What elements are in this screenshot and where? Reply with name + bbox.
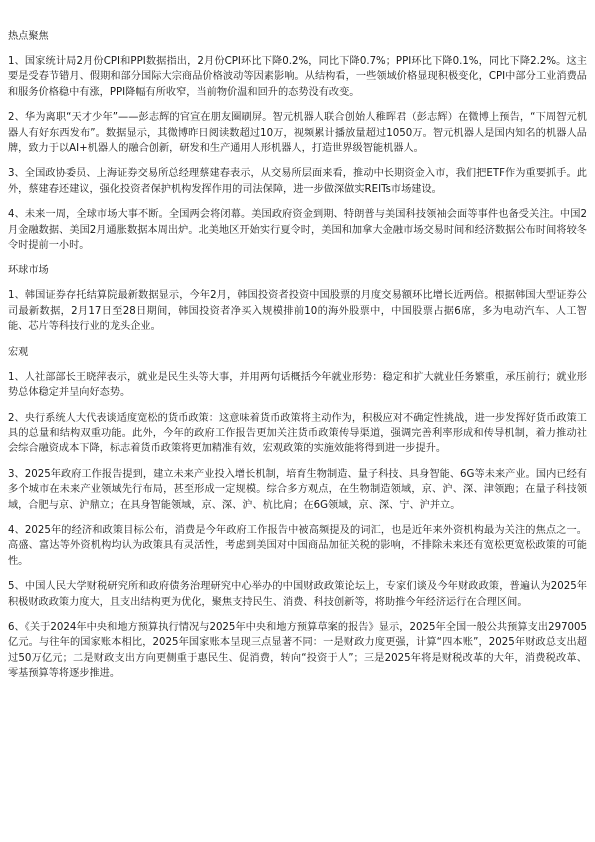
paragraph: 1、韩国证券存托结算院最新数据显示，今年2月，韩国投资者投资中国股票的月度交易额环比增长近两倍。根据韩国大型证券公司最新数据，2月17日至28日期间，韩国投资者净买入规模排前10的海外股票中，中国股票占据6席，多为电动汽车、人工智能、芯片等科技行业的龙头企业。: [8, 290, 587, 333]
paragraph: 6、《关于2024年中央和地方预算执行情况与2025年中央和地方预算草案的报告》显示，2025年全国一般公共预算支出297005亿元。与往年的国家账本相比，2025年国家账本呈现三点显著不同：一是财政力度更强，计算“四本账”，2025年财政总支出超过50万亿元；二是财政支出方向更侧重于惠民生、促消费，转向“投资于人”；三是2025年将是财税改革的大年，消费税改革、零基预算等将逐步推进。: [8, 621, 587, 680]
paragraph: 1、国家统计局2月份CPI和PPI数据指出，2月份CPI环比下降0.2%，同比下降0.7%；PPI环比下降0.1%，同比下降2.2%。这主要是受春节错月、假期和部分国际大宗商品价格波动等因素影响。从结构看，一些领域价格显现积极变化，CPI中部分工业消费品和服务价格稳中有涨，PPI降幅有所收窄，当前物价温和回升的态势没有改变。: [8, 56, 587, 98]
paragraph: 4、未来一周，全球市场大事不断。全国两会将闭幕。美国政府资金到期、特朗普与美国科技领袖会面等事件也备受关注。中国2月金融数据、美国2月通胀数据本周出炉。北美地区开始实行夏令时，美国和加拿大金融市场交易时间和经济数据公布时间将较冬令时提前一小时。: [8, 209, 587, 252]
paragraph: 2、华为离职“天才少年”——彭志辉的官宣在朋友圈刷屏。智元机器人联合创始人稚晖君（彭志辉）在微博上预告，“下周智元机器人有好东西发布”。数据显示，其微博昨日阅读数超过10万，视频累计播放量超过1050万。智元机器人是国内知名的机器人品牌，致力于以AI+机器人的融合创新，研发和生产通用人形机器人，打造世界级智能机器人。: [8, 112, 587, 155]
paragraph: 1、人社部部长王晓萍表示，就业是民生头等大事，并用两句话概括今年就业形势：稳定和扩大就业任务繁重，承压前行；就业形势总体稳定并呈向好态势。: [8, 371, 587, 399]
paragraph: 3、2025年政府工作报告提到，建立未来产业投入增长机制，培育生物制造、量子科技、具身智能、6G等未来产业。国内已经有多个城市在未来产业领域先行布局，甚至形成一定规模。综合多方观点，在生物制造领域，京、沪、深、津领跑；在量子科技领域，合肥与京、沪鼎立；在具身智能领域，京、深、沪、杭比肩；在6G领域，京、深、宁、沪并立。: [8, 468, 587, 511]
section-heading: 环球市场: [8, 265, 49, 277]
section-macro: [8, 345, 587, 682]
paragraph: 2、央行系统人大代表谈适度宽松的货币政策：这意味着货币政策将主动作为，积极应对不确定性挑战，进一步发挥好货币政策工具的总量和结构双重功能。此外，今年的政府工作报告更加关注货币政策传导渠道，强调完善利率形成和传导机制，着力推动社会综合融资成本下降，标志着货币政策将更加精准有效，宏观政策的实施效能将得到进一步提升。: [8, 412, 587, 455]
section-heading: 热点聚焦: [8, 31, 49, 42]
paragraph: 5、中国人民大学财税研究所和政府债务治理研究中心举办的中国财政政策论坛上，专家们谈及今年财政政策，普遍认为2025年积极财政政策力度大，且支出结构更为优化，聚焦支持民生、消费、科技创新等，将助推今年经济运行在合理区间。: [8, 581, 587, 608]
section-global-markets: [8, 263, 587, 334]
section-hot-topics: [8, 29, 587, 253]
section-heading: 宏观: [8, 346, 29, 358]
paragraph: 3、全国政协委员、上海证券交易所总经理蔡建春表示，从交易所层面来看，推动中长期资金入市，我们把ETF作为重要抓手。此外，蔡建春还建议，强化投资者保护机构发挥作用的司法保障，进一步做深做实REITs市场建设。: [8, 168, 587, 195]
paragraph: 4、2025年的经济和政策目标公布，消费是今年政府工作报告中被高频提及的词汇，也是近年来外资机构最为关注的焦点之一。高盛、富达等外资机构均认为政策具有灵活性，考虑到美国对中国商品加征关税的影响，不排除未来还有宽松更宽松政策的可能性。: [8, 524, 587, 567]
